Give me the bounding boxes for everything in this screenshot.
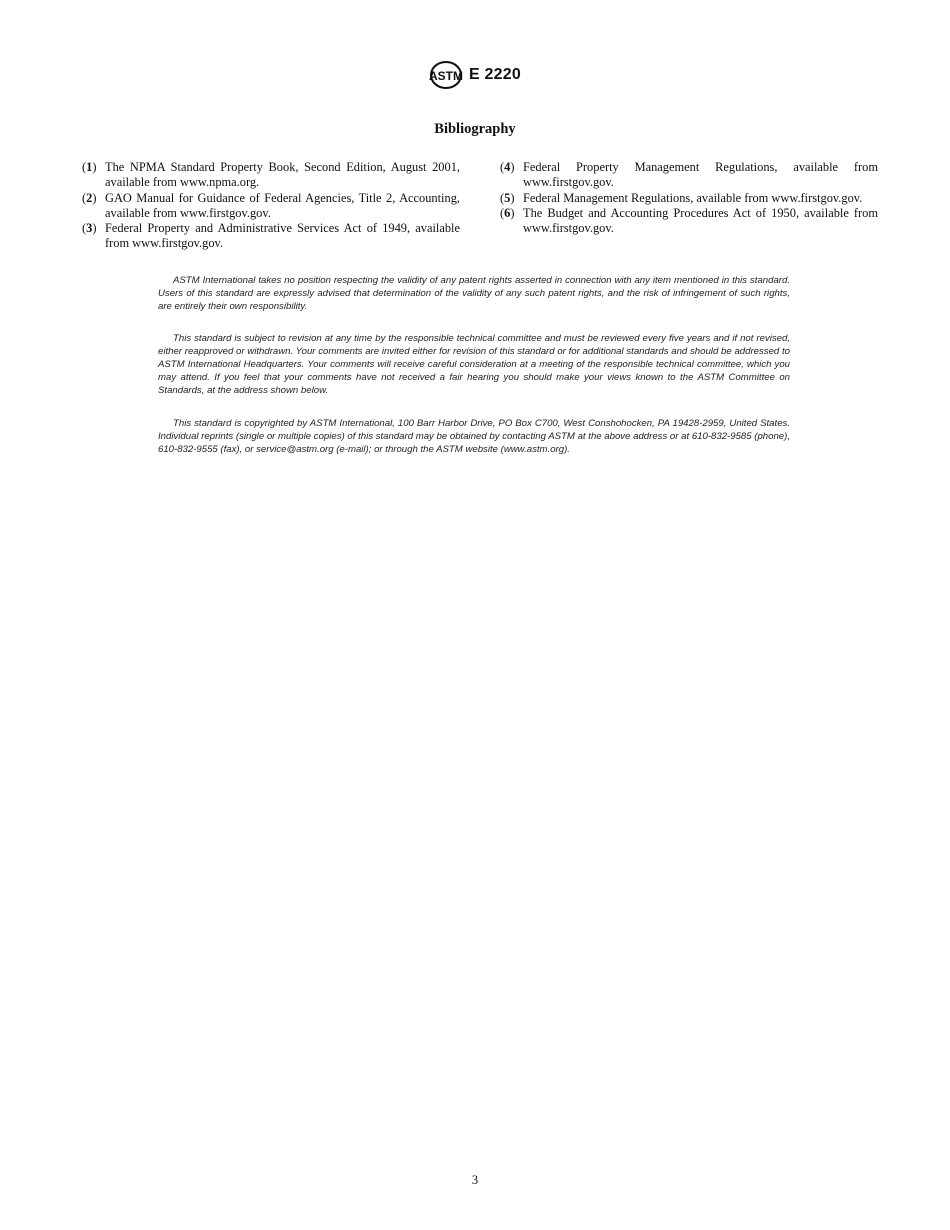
reference-text: GAO Manual for Guidance of Federal Agencies, Title 2, Accounting, available from www.firstgov.gov.: [105, 190, 460, 220]
reference-text: Federal Management Regulations, available from www.firstgov.gov.: [523, 190, 863, 205]
reference-item: (6) The Budget and Accounting Procedures Act of 1950, available from www.firstgov.gov.: [500, 205, 878, 236]
reference-number: 5: [504, 190, 511, 205]
section-title: Bibliography: [434, 121, 516, 137]
reference-item: (2) GAO Manual for Guidance of Federal Agencies, Title 2, Accounting, available from www.firstgov.gov.: [82, 190, 460, 220]
reference-list-left: [82, 160, 460, 252]
reference-list-right: [500, 160, 878, 236]
reference-text: The Budget and Accounting Procedures Act of 1950, available from www.firstgov.gov.: [523, 205, 878, 236]
reference-text: Federal Property and Administrative Services Act of 1949, available from www.firstgov.gov.: [105, 221, 460, 251]
reference-item: (3) Federal Property and Administrative Services Act of 1949, available from www.firstgov.gov.: [82, 221, 460, 251]
reference-number: 6: [504, 205, 511, 220]
reference-text: The NPMA Standard Property Book, Second Edition, August 2001, available from www.npma.org.: [105, 160, 460, 190]
reference-text: Federal Property Management Regulations, available from www.firstgov.gov.: [523, 160, 878, 190]
page-header: [0, 60, 950, 90]
reference-number: 1: [86, 160, 93, 174]
notice-text: ASTM International takes no position respecting the validity of any patent rights asserted in connection with any item mentioned in this standard. Users of this standard are expressly advised that determination of the validity of any such patent rights, and the risk of infringement of such rights, are entirely their own responsibility.: [158, 275, 790, 312]
svg-text:ASTM: ASTM: [429, 69, 464, 83]
reference-number: 4: [504, 160, 511, 174]
reference-item: (4) Federal Property Management Regulations, available from www.firstgov.gov.: [500, 160, 878, 190]
reference-item: (5) Federal Management Regulations, available from www.firstgov.gov.: [500, 191, 878, 206]
reference-item: (1) The NPMA Standard Property Book, Second Edition, August 2001, available from www.npma.org.: [82, 160, 460, 190]
astm-logo-icon: [429, 60, 463, 90]
reference-number: 2: [86, 190, 93, 205]
patent-notice: [158, 274, 790, 313]
notice-text: This standard is copyrighted by ASTM International, 100 Barr Harbor Drive, PO Box C700, West Conshohocken, PA 19428-2959, United States. Individual reprints (single or multiple copies) of this standard may be obtained by contacting ASTM at the above address or at 610-832-9585 (phone), 610-832-9555 (fax), or service@astm.org (e-mail); or through the ASTM website (www.astm.org).: [158, 418, 790, 455]
revision-notice: [158, 332, 790, 397]
document-id: E 2220: [469, 66, 521, 83]
notice-text: This standard is subject to revision at any time by the responsible technical committee and must be reviewed every five years and if not revised, either reapproved or withdrawn. Your comments are invited either for revision of this standard or for additional standards and should be addressed to ASTM International Headquarters. Your comments will receive careful consideration at a meeting of the responsible technical committee, which you may attend. If you feel that your comments have not received a fair hearing you should make your views known to the ASTM Committee on Standards, at the address shown below.: [158, 333, 790, 396]
copyright-notice: [158, 417, 790, 456]
page-number: 3: [471, 1173, 479, 1187]
reference-number: 3: [86, 221, 93, 236]
